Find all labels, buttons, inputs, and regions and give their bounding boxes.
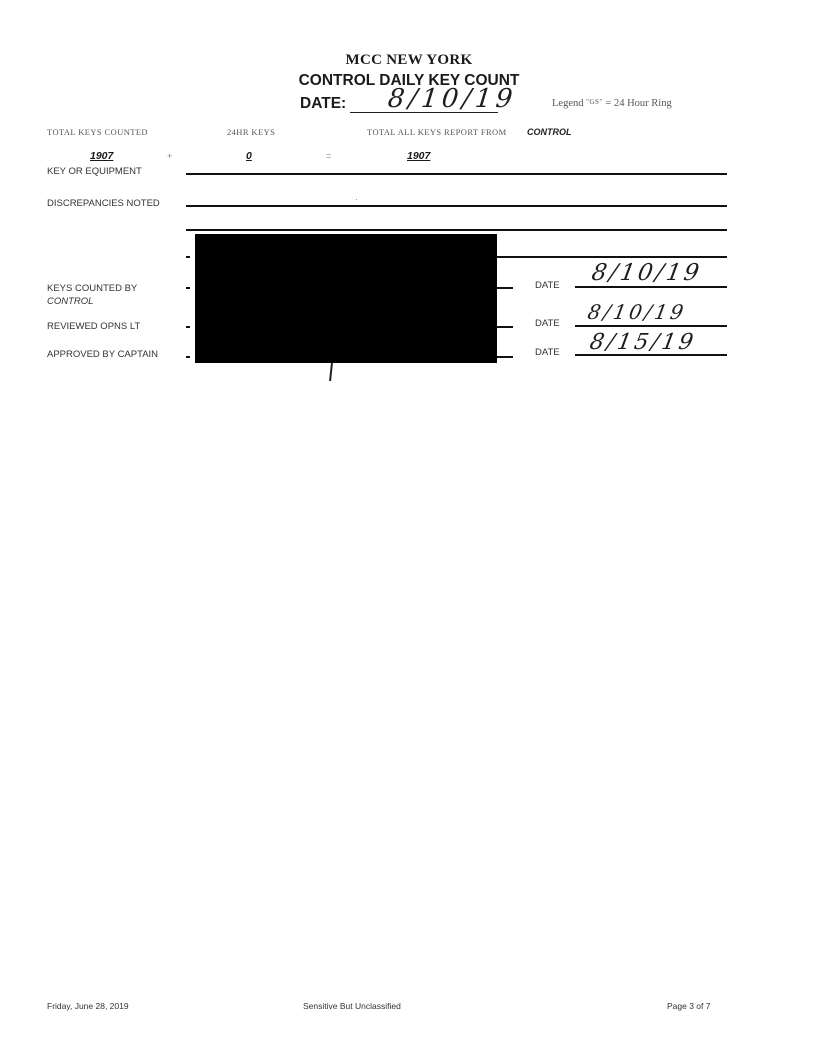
plus-sign: + (167, 151, 173, 161)
signature-tick-2 (186, 326, 190, 328)
total-all-keys-value: 1907 (407, 150, 431, 162)
discrepancies-label: DISCREPANCIES NOTED (47, 198, 160, 209)
key-or-equipment-label: KEY OR EQUIPMENT (47, 166, 142, 177)
date-label: DATE: (300, 95, 347, 112)
discrepancies-line-1 (186, 205, 727, 207)
pen-stroke (329, 363, 332, 381)
handwritten-date: 8/10/19 (386, 84, 518, 114)
signature-end-1 (497, 287, 513, 289)
signature-end-3 (497, 356, 513, 358)
keys-counted-by-label: KEYS COUNTED BY (47, 283, 138, 294)
form-title: CONTROL DAILY KEY COUNT (298, 72, 520, 89)
key-or-equipment-line (186, 173, 727, 175)
handwritten-date-2: 8/10/19 (585, 300, 689, 324)
legend-text: = 24 Hour Ring (605, 98, 672, 109)
equals-sign: = (326, 151, 332, 161)
signature-tick-3 (186, 356, 190, 358)
date-label-1: DATE (535, 280, 560, 291)
signature-end-2 (497, 326, 513, 328)
redaction-box (195, 234, 497, 363)
org-title: MCC NEW YORK (345, 52, 473, 68)
line-tick (186, 256, 190, 258)
signature-tick-1 (186, 287, 190, 289)
reviewed-opns-lt-label: REVIEWED OPNS LT (47, 321, 141, 332)
date-line-2 (575, 325, 727, 327)
legend-code: "GS" (586, 98, 603, 106)
date-label-2: DATE (535, 318, 560, 329)
keys-counted-unit: CONTROL (47, 296, 94, 307)
handwritten-date-1: 8/10/19 (589, 260, 704, 286)
hr24-keys-value: 0 (246, 150, 252, 162)
date-label-3: DATE (535, 347, 560, 358)
discrepancies-line-3 (497, 256, 727, 258)
footer-classification: Sensitive But Unclassified (303, 1001, 401, 1011)
total-all-keys-label: TOTAL ALL KEYS REPORT FROM (367, 127, 507, 137)
handwritten-date-3: 8/15/19 (587, 330, 699, 355)
date-line-1 (575, 286, 727, 288)
footer-date: Friday, June 28, 2019 (47, 1001, 129, 1011)
speck (356, 199, 357, 200)
legend-label: Legend (552, 98, 584, 109)
report-from-value: CONTROL (527, 127, 572, 137)
hr24-keys-label: 24HR KEYS (227, 127, 276, 137)
footer-page-number: Page 3 of 7 (667, 1001, 711, 1011)
discrepancies-line-2 (186, 229, 727, 231)
total-keys-value: 1907 (90, 150, 114, 162)
legend (552, 98, 672, 109)
approved-by-captain-label: APPROVED BY CAPTAIN (47, 349, 159, 360)
total-keys-label: TOTAL KEYS COUNTED (47, 127, 148, 137)
